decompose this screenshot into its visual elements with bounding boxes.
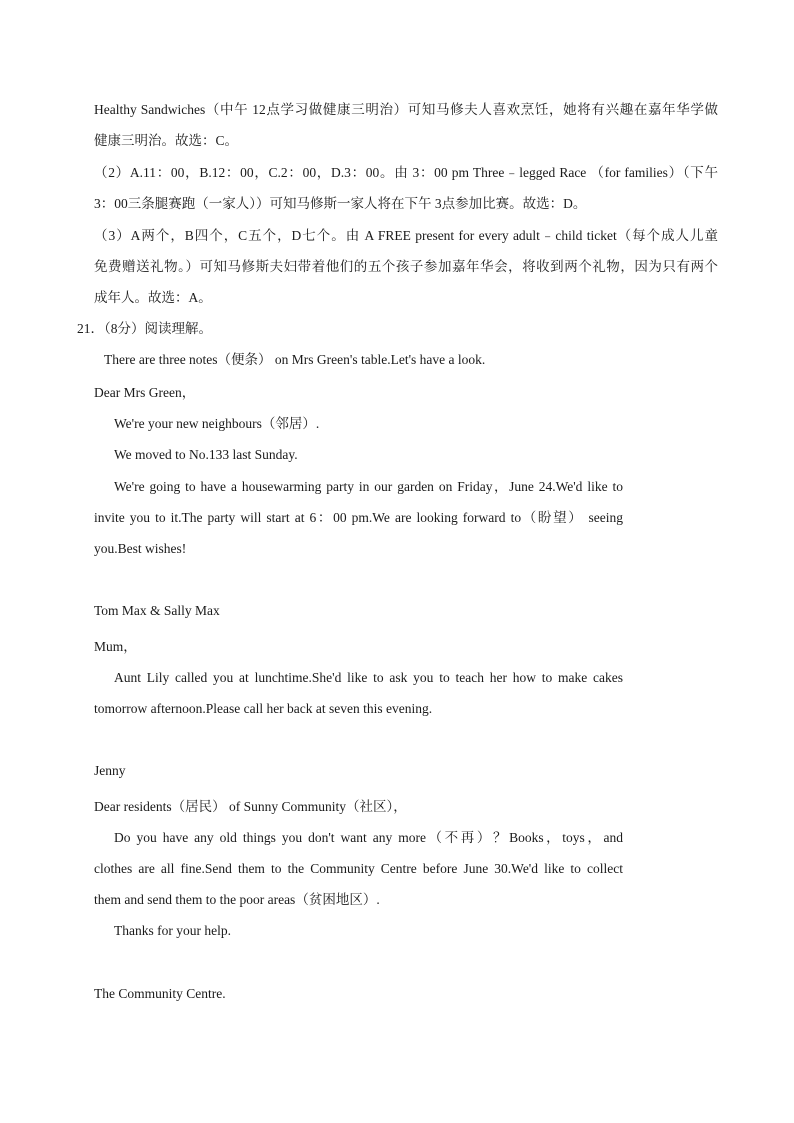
note2-signature: Jenny — [94, 763, 126, 778]
answer-line-6: 免费赠送礼物。）可知马修斯夫妇带着他们的五个孩子参加嘉年华会，将收到两个礼物，因为只有两个 — [94, 259, 718, 274]
note1-signature: Tom Max & Sally Max — [94, 603, 220, 618]
note2-paragraph-1b: tomorrow afternoon.Please call her back at seven this evening. — [94, 701, 433, 716]
note1-greeting: Dear Mrs Green， — [94, 385, 196, 400]
note2-paragraph-1a: Aunt Lily called you at lunchtime.She'd like to ask you to teach her how to make cakes — [114, 670, 623, 685]
note2-greeting: Mum， — [94, 639, 137, 654]
note1-paragraph-2: We moved to No.133 last Sunday. — [114, 447, 298, 462]
answer-line-2: 健康三明治。故选：C。 — [94, 133, 239, 148]
note3-signature: The Community Centre. — [94, 986, 226, 1001]
note1-paragraph-3b: invite you to it.The party will start at 6：00 pm.We are looking forward to（盼望） seeing — [94, 510, 623, 525]
note3-paragraph-1a: Do you have any old things you don't want any more（不再）？Books，toys，and — [114, 830, 623, 845]
note3-paragraph-2: Thanks for your help. — [114, 923, 231, 938]
answer-line-4: 3：00三条腿赛跑（一家人））可知马修斯一家人将在下午 3点参加比赛。故选：D。 — [94, 196, 587, 211]
question-intro: There are three notes（便条） on Mrs Green's table.Let's have a look. — [104, 352, 486, 367]
answer-line-5: （3）A两个，B四个，C五个，D七个。由 A FREE present for every adult﹣child ticket（每个成人儿童 — [94, 228, 718, 243]
note3-greeting: Dear residents（居民） of Sunny Community（社区）， — [94, 799, 407, 814]
question-heading: 21．（8分）阅读理解。 — [77, 321, 212, 336]
answer-line-1: Healthy Sandwiches（中午 12点学习做健康三明治）可知马修夫人喜欢烹饪，她将有兴趣在嘉年华学做 — [94, 102, 718, 117]
answer-line-3: （2）A.11：00，B.12：00，C.2：00，D.3：00。由 3：00 pm Three﹣legged Race （for families）（下午 — [94, 165, 718, 180]
note1-paragraph-3c: you.Best wishes! — [94, 541, 187, 556]
note1-paragraph-3a: We're going to have a housewarming party in our garden on Friday，June 24.We'd like to — [114, 479, 623, 494]
note1-paragraph-1: We're your new neighbours（邻居）. — [114, 416, 320, 431]
note3-paragraph-1c: them and send them to the poor areas（贫困地区）. — [94, 892, 380, 907]
note3-paragraph-1b: clothes are all fine.Send them to the Community Centre before June 30.We'd like to collect — [94, 861, 623, 876]
answer-line-7: 成年人。故选：A。 — [94, 290, 212, 305]
